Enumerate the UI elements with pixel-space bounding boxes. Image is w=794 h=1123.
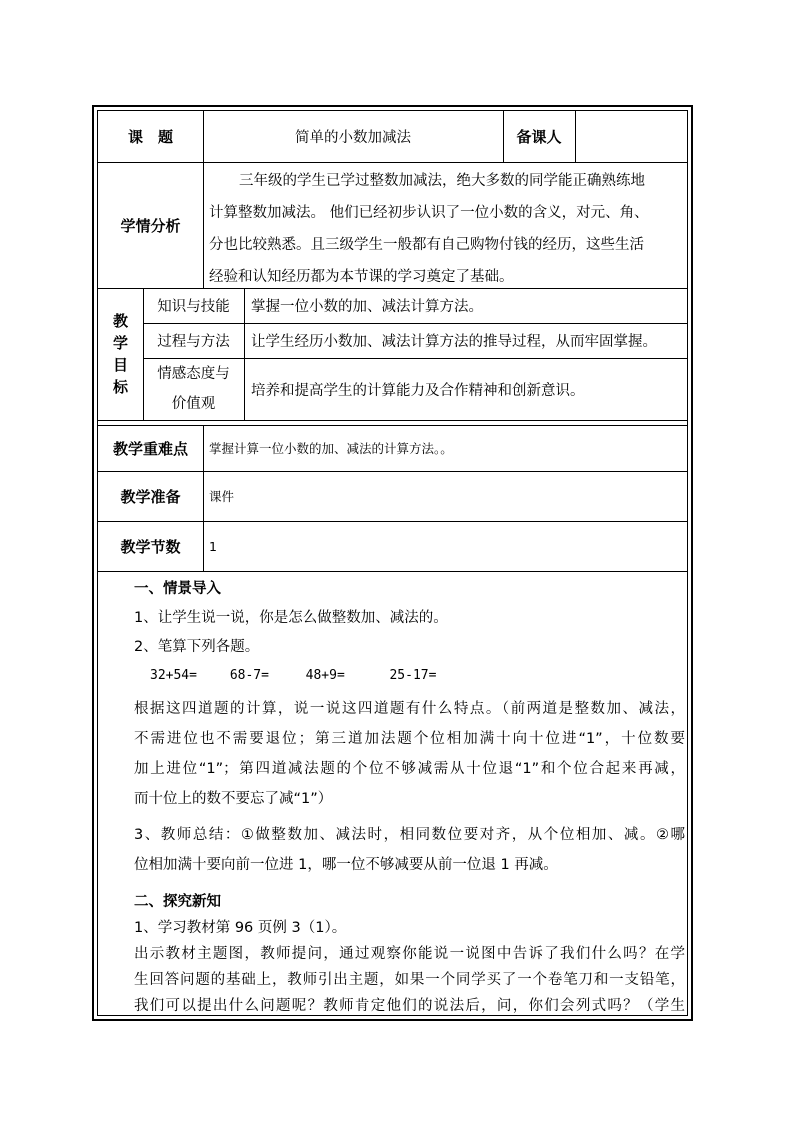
goals-label	[98, 288, 143, 420]
grid-line	[143, 323, 688, 324]
key-points-value: 掌握计算一位小数的加、减法的计算方法。。	[209, 441, 453, 456]
periods-label: 教学节数	[120, 537, 181, 556]
section-title: 一、情景导入	[134, 581, 221, 597]
process-line: 3、教师总结：①做整数加、减法时，相同数位要对齐，从个位相加、减。②哪	[134, 827, 685, 843]
grid-line	[98, 162, 688, 163]
process-line: 1、让学生说一说，你是怎么做整数加、减法的。	[134, 610, 448, 626]
periods-value: 1	[209, 538, 217, 554]
exercise: 32+54=	[150, 668, 197, 683]
exercise: 68-7=	[229, 668, 269, 683]
goals-label-char: 目	[112, 356, 128, 374]
process-section	[98, 572, 688, 1016]
goals-label-char: 学	[112, 334, 128, 352]
topic-label: 课 题	[127, 128, 173, 146]
process-line: 出示教材主题图，教师提问，通过观察你能说一说图中告诉了我们什么吗？在学	[134, 946, 685, 962]
goal-text-knowledge: 掌握一位小数的加、减法计算方法。	[251, 299, 483, 315]
grid-line	[98, 471, 688, 472]
grid-line	[98, 571, 688, 572]
goal-name-attitude	[143, 358, 244, 420]
goal-text-process: 让学生经历小数加、减法计算方法的推导过程，从而牢固掌握。	[251, 334, 657, 350]
goal-name-line: 情感态度与	[157, 366, 230, 382]
exercise: 25-17=	[389, 668, 437, 683]
goal-name-line: 价值观	[171, 396, 216, 412]
key-points-label: 教学重难点	[112, 439, 188, 458]
analysis-line: 计算整数加减法。 他们已经初步认识了一位小数的含义，对元、角、	[209, 205, 649, 221]
process-line: 我们可以提出什么问题呢？教师肯定他们的说法后，问，你们会列式吗？（学生	[134, 998, 685, 1014]
grid-line	[143, 288, 144, 420]
grid-line	[98, 521, 688, 522]
grid-line	[143, 358, 688, 359]
grid-line	[203, 425, 204, 571]
process-line: 1、学习教材第 96 页例 3（1）。	[134, 920, 347, 936]
process-line: 2、笔算下列各题。	[134, 639, 260, 655]
process-line: 位相加满十要向前一位进 1，哪一位不够减要从前一位退 1 再减。	[134, 857, 558, 873]
process-line: 根据这四道题的计算，说一说这四道题有什么特点。（前两道是整数加、减法，	[134, 701, 685, 717]
exercise-row	[150, 668, 436, 683]
analysis-line: 三年级的学生已学过整数加减法，绝大多数的同学能正确熟练地	[239, 173, 645, 189]
preparation-value: 课件	[209, 489, 235, 504]
grid-line	[98, 425, 688, 426]
grid-line	[203, 111, 204, 288]
grid-line	[244, 288, 245, 420]
process-line: 加上进位“1”；第四道减法题的个位不够减需从十位退“1”和个位合起来再减，	[134, 761, 685, 777]
section-title: 二、探究新知	[134, 894, 221, 910]
analysis-text	[203, 162, 688, 288]
goal-text-attitude: 培养和提高学生的计算能力及合作精神和创新意识。	[251, 382, 585, 399]
exercise: 48+9=	[305, 668, 345, 683]
goal-name-process: 过程与方法	[157, 334, 230, 350]
process-line: 而十位上的数不要忘了减“1”）	[134, 791, 333, 807]
process-line: 不需进位也不需要退位；第三道加法题个位相加满十向十位进“1”，十位数要	[134, 731, 685, 747]
lesson-plan-table	[97, 110, 688, 1016]
grid-line	[98, 288, 688, 289]
analysis-line: 经验和认知经历都为本节课的学习奠定了基础。	[209, 269, 514, 285]
preparation-label: 教学准备	[120, 487, 181, 506]
goal-name-knowledge: 知识与技能	[157, 299, 230, 315]
grid-line	[503, 111, 504, 162]
preparer-value	[575, 111, 688, 162]
grid-line	[98, 420, 688, 421]
preparer-label: 备课人	[516, 128, 562, 146]
grid-line	[575, 111, 576, 162]
analysis-label: 学情分析	[120, 216, 181, 235]
analysis-line: 分也比较熟悉。且三级学生一般都有自己购物付钱的经历，这些生活	[209, 237, 644, 253]
goals-label-char: 标	[112, 378, 128, 396]
lesson-plan-page	[92, 105, 693, 1021]
goals-label-char: 教	[112, 312, 128, 330]
process-line: 生回答问题的基础上，教师引出主题，如果一个同学买了一个卷笔刀和一支铅笔，	[134, 972, 685, 988]
topic-value: 简单的小数加减法	[295, 130, 411, 146]
